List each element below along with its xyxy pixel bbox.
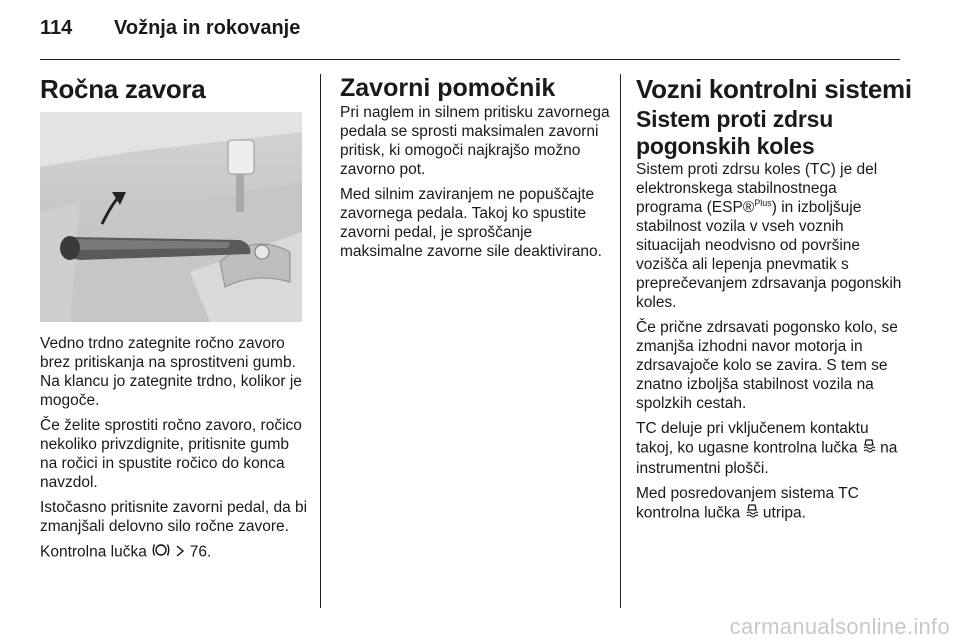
section-heading-parking-brake: Ročna zavora — [40, 74, 206, 104]
paragraph-tc-operation: Če prične zdrsavati pogonsko kolo, se zmanjša izhodni navor motorja in zdrsavajoče kolo se zavira. S tem se znatno izboljša stabilnost vozila na spolzkih cestah. — [636, 319, 898, 412]
paragraph-reduce-force: Istočasno pritisnite zavorni pedal, da bi zmanjšali delovno silo ročne zavore. — [40, 499, 308, 535]
paragraph-release-brake: Če želite sprostiti ročno zavoro, ročico nekoliko privzdignite, pritisnite gumb na ročici in spustite ročico do konca navzdol. — [40, 417, 302, 491]
column-divider-1 — [320, 74, 321, 608]
subheading-traction-control: Sistem proti zdrsu pogonskih koles — [636, 106, 834, 159]
page-reference-arrow-icon — [175, 543, 185, 562]
paragraph-brake-assist-function: Pri naglem in silnem pritisku zavornega pedala se sprosti maksimalen zavorni pritisk, ki omogoči najkrajšo možno zavorno pot. — [340, 104, 610, 178]
header-rule — [40, 59, 900, 60]
tc-desc-part-2: ) in izboljšuje stabilnost vozila v vseh voznih situacijah neodvisno od površine vozišča ali lepenja pnevmatik s preprečevanjem zdrsavanja pogonskih koles. — [636, 199, 902, 311]
paragraph-brake-assist-release: Med silnim zaviranjem ne popuščajte zavornega pedala. Takoj ko spustite zavorni pedal, je sproščanje maksimalne zavorne sile deaktivirano. — [340, 186, 602, 260]
column-brake-assist — [340, 74, 610, 267]
paragraph-warning-light — [40, 542, 310, 563]
tc-activation-part-2: na instrumentni plošči. — [636, 439, 898, 477]
section-heading-brake-assist: Zavorni pomočnik — [340, 74, 556, 102]
column-divider-2 — [620, 74, 621, 608]
paragraph-engage-brake: Vedno trdno zategnite ročno zavoro brez pritiskanja na sprostitveni gumb. Na klancu jo zategnite trdno, kolikor je mogoče. — [40, 335, 302, 409]
column-parking-brake — [40, 74, 310, 569]
chapter-title: Vožnja in rokovanje — [114, 17, 301, 39]
tc-blinking-part-2: utripa. — [762, 504, 806, 522]
tc-desc-part-1: Sistem proti zdrsu koles (TC) je del elektronskega stabilnostnega programa (ESP® — [636, 161, 878, 216]
section-heading-drive-control: Vozni kontrolni sistemi — [636, 74, 912, 104]
tc-blinking-part-1: Med posredovanjem sistema TC kontrolna lučka — [636, 485, 859, 522]
paragraph-tc-activation — [636, 419, 906, 478]
esp-plus-superscript: Plus — [754, 197, 772, 208]
warning-light-label: Kontrolna lučka — [40, 543, 147, 561]
brake-warning-icon — [151, 542, 171, 563]
traction-control-icon — [862, 438, 876, 459]
column-drive-control — [636, 74, 912, 530]
page-number: 114 — [40, 17, 73, 39]
paragraph-tc-blinking — [636, 484, 906, 524]
parking-brake-illustration — [40, 112, 302, 322]
watermark: carmanualsonline.info — [729, 614, 950, 639]
warning-light-page-ref[interactable]: 76. — [189, 543, 212, 561]
tc-activation-part-1: TC deluje pri vključenem kontaktu takoj, ko ugasne kontrolna lučka — [636, 420, 869, 457]
traction-control-icon — [745, 503, 759, 524]
paragraph-tc-description — [636, 160, 906, 312]
